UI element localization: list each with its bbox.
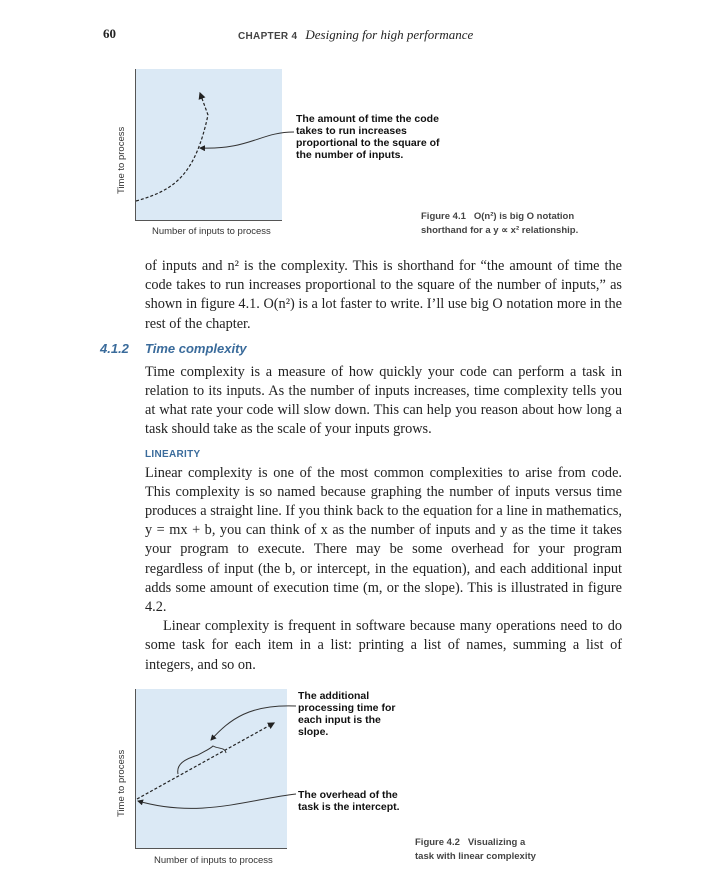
slope-brace (178, 746, 226, 774)
y-axis-label: Time to process (116, 126, 127, 194)
chapter-label: CHAPTER 4 (238, 31, 298, 42)
paragraph (145, 363, 622, 440)
x-axis-label: Number of inputs to process (152, 226, 271, 237)
paragraph (145, 257, 622, 334)
intercept-callout-arrow (138, 794, 296, 808)
paragraph-text: Linear complexity is frequent in software because many operations need to do some task for each item in a list: printing a list of names, summing a list of integers, and so on. (145, 618, 622, 673)
subheading: LINEARITY (145, 448, 201, 460)
caption-text: Visualizing a task with linear complexity (415, 836, 536, 862)
linear-line (137, 723, 274, 799)
paragraph-text: Linear complexity is one of the most common complexities to arise from code. This complexity is so named because graphing the number of inputs versus time produces a straight line. If you think back to the equation for a line in mathematics, y = mx + b, you can think of x as the number of inputs and y as the time it takes your program to execute. There may be some overhead for your program regardless of input (the b, or intercept, in the equation), and each additional input adds some amount of execution time (m, or the slope). This is illustrated in figure 4.2. (145, 464, 622, 616)
paragraph-text: of inputs and n² is the complexity. This is shorthand for “the amount of time the code takes to run increases proportional to the square of the number of inputs,” as shown in figure 4.1. O(n²) is a lot faster to write. I’ll use big O notation more in the rest of the chapter. (145, 258, 622, 332)
section-number: 4.1.2 (100, 340, 129, 356)
quadratic-curve (136, 93, 208, 201)
figure-callout: The amount of time the code takes to run increases proportional to the square of the number of inputs. (296, 113, 440, 161)
caption-text: O(n²) is big O notation shorthand for a y ∝ x² relationship. (421, 211, 579, 236)
paragraph (145, 464, 622, 675)
caption-number: Figure 4.1 (421, 211, 466, 222)
figure-caption (421, 210, 621, 238)
section-title: Time complexity (145, 340, 247, 356)
text-flow (100, 257, 622, 879)
page-number: 60 (103, 26, 116, 41)
x-axis-label: Number of inputs to process (154, 854, 273, 866)
figure-caption (415, 836, 545, 864)
section-heading (100, 340, 622, 358)
chapter-title: Designing for high performance (305, 27, 474, 42)
caption-number: Figure 4.2 (415, 836, 460, 848)
intercept-callout: The overhead of the task is the intercept. (298, 788, 400, 813)
y-axis-label: Time to process (116, 749, 127, 817)
figure-4-2 (0, 689, 705, 879)
slope-callout: The additional processing time for each input is the slope. (298, 689, 396, 738)
paragraph-text: Time complexity is a measure of how quickly your code can perform a task in relation to its inputs. As the number of inputs increases, time complexity tells you at what rate your code will slow down. This can help you reason about how long a task should take as the scale of your inputs grows. (145, 363, 622, 438)
callout-arrow (200, 132, 294, 148)
